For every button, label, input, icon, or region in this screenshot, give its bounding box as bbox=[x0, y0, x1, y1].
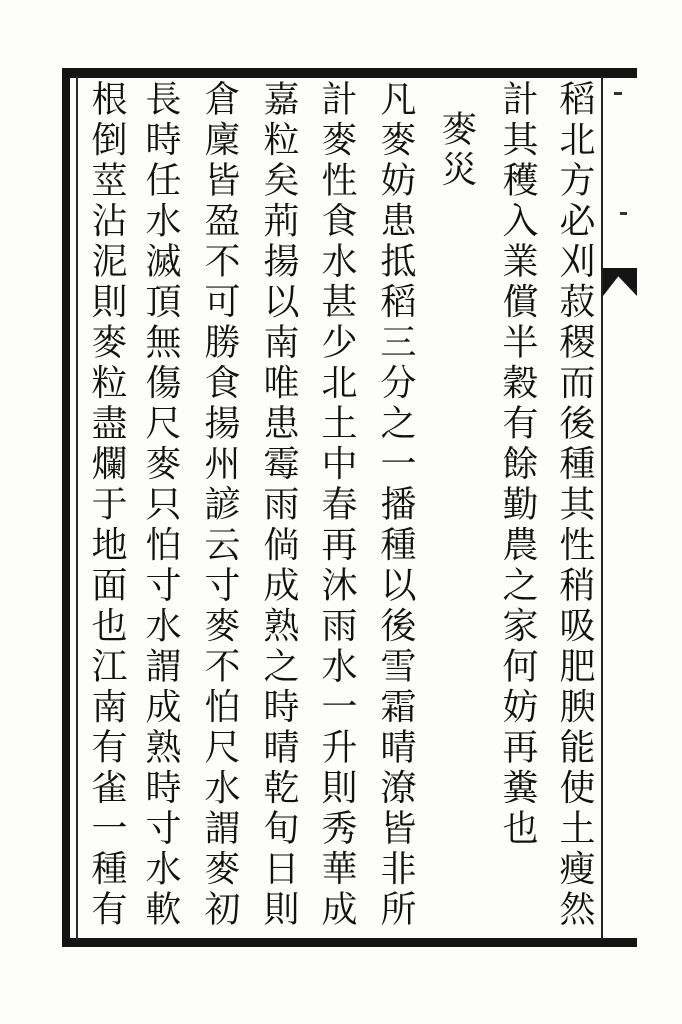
fish-tail-mark bbox=[603, 268, 637, 296]
frame-inner-left-rule bbox=[76, 76, 78, 940]
frame-top-rule bbox=[62, 68, 637, 78]
fold-tick-mark bbox=[614, 92, 622, 95]
fold-center-rule bbox=[601, 76, 603, 940]
text-column-8: 長時任水滅頂無傷尺麥只怕寸水謂成熟時寸水軟 bbox=[140, 80, 181, 931]
section-heading-mai-zai: 麥災 bbox=[436, 110, 477, 191]
text-column-2: 計其穫入業償半穀有餘勤農之家何妨再糞也 bbox=[497, 80, 538, 850]
text-column-1: 稻北方必刈菽稷而後種其性稍吸肥腴能使土瘦然 bbox=[554, 80, 595, 931]
text-column-6: 嘉粒矣荊揚以南唯患霉雨倘成熟之時晴乾旬日則 bbox=[258, 80, 299, 931]
text-column-4: 凡麥妨患抵稻三分之一播種以後雪霜晴潦皆非所 bbox=[375, 80, 416, 931]
text-column-7: 倉廩皆盈不可勝食揚州諺云寸麥不怕尺水謂麥初 bbox=[199, 80, 240, 931]
text-column-5: 計麥性食水甚少北土中春再沐雨水一升則秀華成 bbox=[316, 80, 357, 931]
frame-bottom-rule bbox=[62, 938, 637, 947]
frame-left-rule bbox=[62, 68, 70, 947]
fold-tick-mark-lower bbox=[620, 212, 627, 215]
text-column-9: 根倒莖沾泥則麥粒盡爛于地面也江南有雀一種有 bbox=[86, 80, 127, 931]
